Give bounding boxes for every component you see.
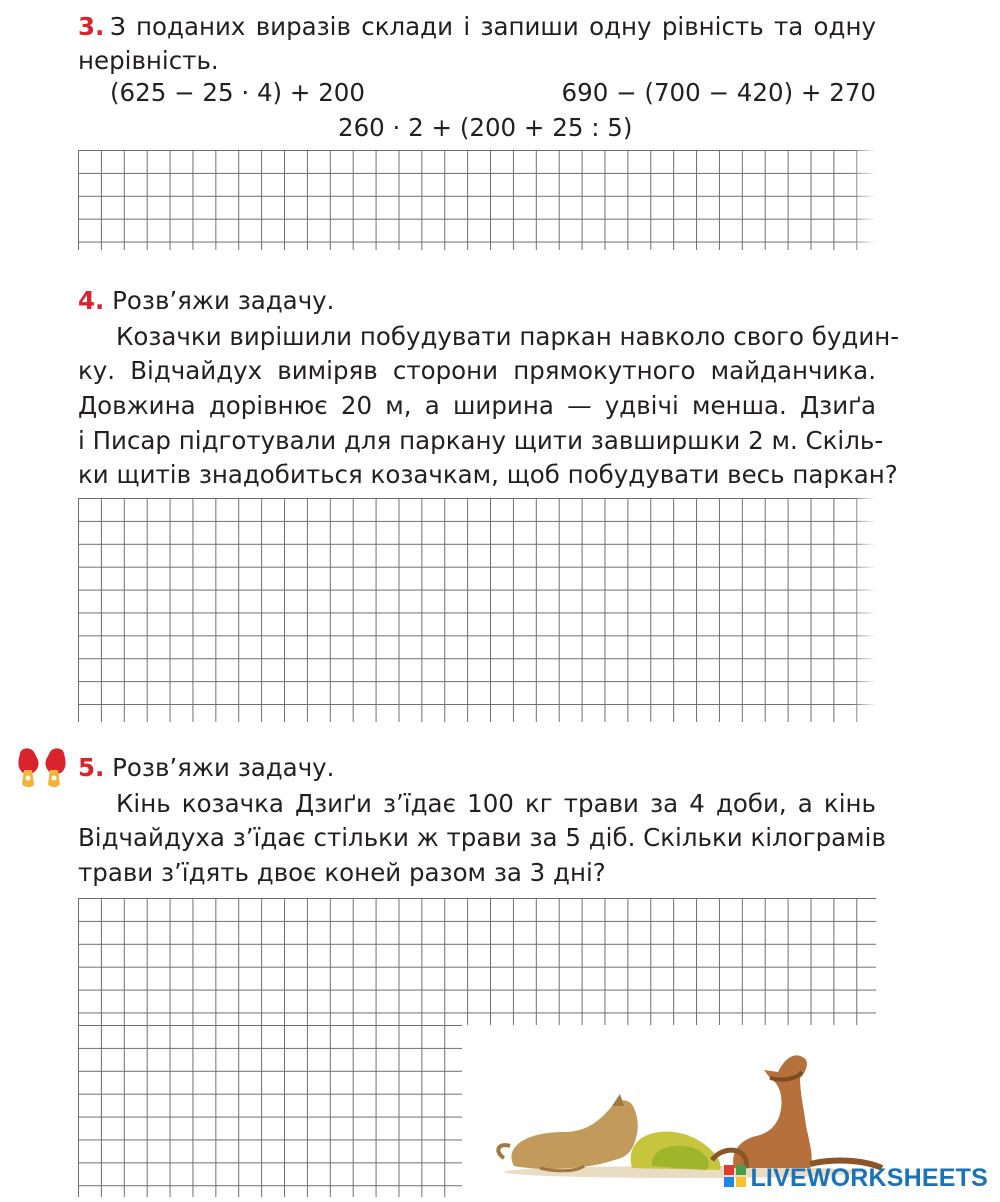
task-5-line-2: Відчайдуха з’їдає стільки ж трави за 5 діб. Скільки кілограмів [78,823,886,852]
task-5-line-3: трави з’їдять двоє коней разом за 3 дні? [78,858,606,887]
task-4-line-3: Довжина дорівнює 20 м, а ширина — удвічі менша. Дзиґа [78,391,876,420]
expression-1: (625 − 25 · 4) + 200 [110,78,365,107]
task-3-number [78,10,104,44]
task-4-header [78,284,334,318]
task-4-line-4: і Писар підготували для паркану щити завширшки 2 м. Скіль- [78,426,884,455]
task-3-line-2: нерівність. [78,46,219,75]
answer-grid-3[interactable] [78,150,876,250]
liveworksheets-logo-icon [724,1165,746,1194]
horses-illustration [484,1048,904,1178]
expression-3: 260 · 2 + (200 + 25 : 5) [338,113,633,142]
difficulty-icon [14,746,70,790]
answer-grid-4[interactable] [78,498,876,722]
task-4-title: Розв’яжи задачу. [112,286,335,315]
task-4-line-1: Козачки вирішили побудувати паркан навколо свого будин- [116,322,900,351]
task-4-line-5: ки щитів знадобиться козачкам, щоб побудувати весь паркан? [78,460,898,489]
task-5-line-1: Кінь козачка Дзиґи з’їдає 100 кг трави за 4 доби, а кінь [116,789,876,818]
task-3-number-label: 3. [78,12,105,41]
answer-grid-5-top[interactable] [78,898,876,1025]
task-4-line-2: ку. Відчайдух виміряв сторони прямокутного майданчика. [78,356,876,385]
liveworksheets-brand [724,1164,988,1194]
task-5-header [78,751,334,785]
answer-grid-5-bottom[interactable] [78,1025,462,1197]
task-5-number: 5. [78,753,105,782]
task-3-line-1: З поданих виразів склади і запиши одну рівність та одну [110,12,876,41]
liveworksheets-text: LIVEWORKSHEETS [750,1164,988,1193]
task-5-title: Розв’яжи задачу. [112,753,335,782]
task-4-number: 4. [78,286,105,315]
expression-2: 690 − (700 − 420) + 270 [561,78,876,107]
